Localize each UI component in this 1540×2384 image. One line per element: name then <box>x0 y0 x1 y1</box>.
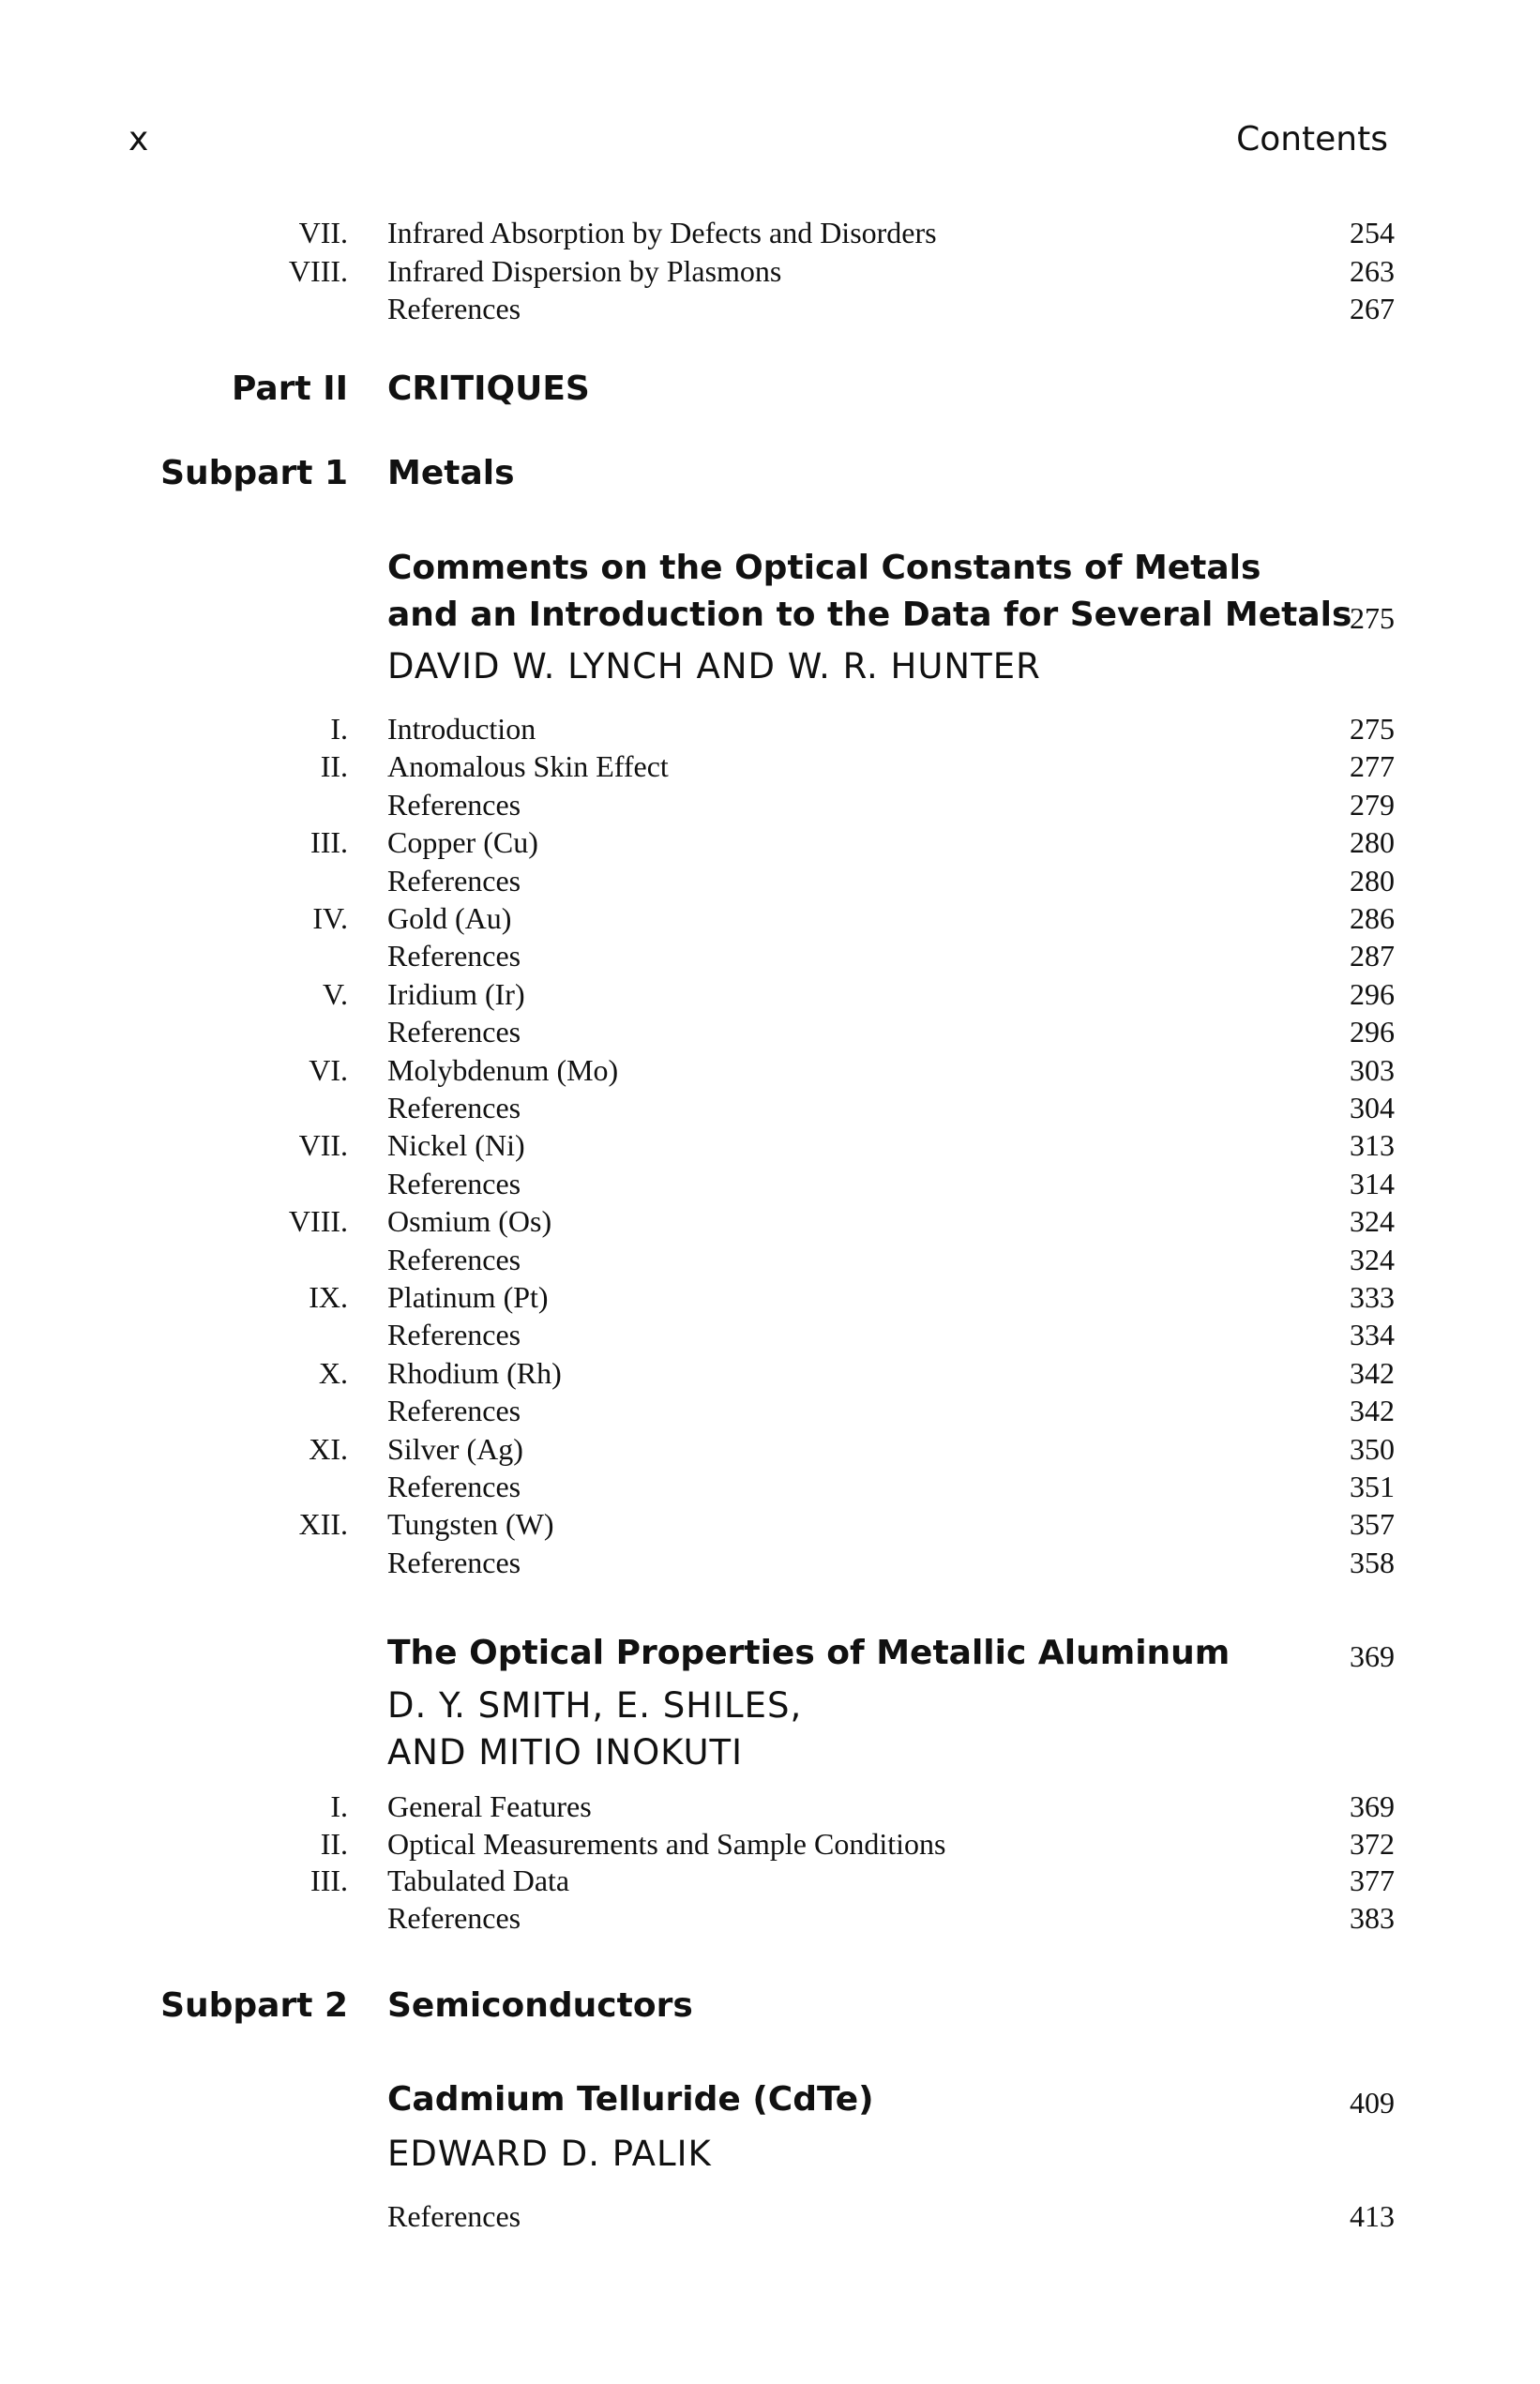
toc-entry <box>0 786 1540 823</box>
entry-title: Infrared Absorption by Defects and Disorders <box>387 216 937 249</box>
entry-page-number: 280 <box>1350 864 1395 898</box>
entry-page-number: 287 <box>1350 939 1395 973</box>
toc-entry <box>0 975 1540 1013</box>
entry-page-number: 313 <box>1350 1128 1395 1162</box>
article-authors: AND MITIO INOKUTI <box>387 1732 744 1773</box>
article-title-line: and an Introduction to the Data for Several Metals <box>387 596 1352 634</box>
part-title: CRITIQUES <box>387 370 590 408</box>
toc-entry <box>0 1089 1540 1126</box>
entry-title: References <box>387 939 521 973</box>
entry-title: Silver (Ag) <box>387 1432 523 1466</box>
article-authors: DAVID W. LYNCH AND W. R. HUNTER <box>387 646 1041 687</box>
toc-entry <box>0 899 1540 937</box>
article-title-line: Comments on the Optical Constants of Metals <box>387 549 1261 587</box>
entry-page-number: 279 <box>1350 788 1395 822</box>
entry-number: IV. <box>312 901 348 935</box>
entry-title: Introduction <box>387 712 536 746</box>
entry-number: III. <box>310 825 348 859</box>
subpart-title: Semiconductors <box>387 1986 693 2025</box>
subpart-number: Subpart 2 <box>160 1986 348 2025</box>
toc-entry <box>0 862 1540 899</box>
entry-title: References <box>387 1243 521 1276</box>
entry-page-number: 324 <box>1350 1204 1395 1238</box>
entry-number: I. <box>330 1789 348 1823</box>
entry-number: XI. <box>309 1432 348 1466</box>
entry-number: IX. <box>309 1280 348 1314</box>
entry-number: I. <box>330 712 348 746</box>
toc-entry <box>0 252 1540 290</box>
entry-page-number: 267 <box>1350 292 1395 325</box>
entry-page-number: 342 <box>1350 1394 1395 1427</box>
toc-entry <box>0 1241 1540 1278</box>
entry-title: Tabulated Data <box>387 1863 570 1897</box>
entry-title: Gold (Au) <box>387 901 512 935</box>
entry-number: II. <box>320 749 348 783</box>
entry-page-number: 296 <box>1350 1015 1395 1049</box>
entry-number: X. <box>318 1356 348 1390</box>
entry-title: References <box>387 2199 521 2233</box>
toc-entry <box>0 710 1540 747</box>
toc-entry <box>0 1165 1540 1202</box>
toc-entry <box>0 214 1540 251</box>
article-title-line: The Optical Properties of Metallic Aluminum <box>387 1634 1230 1672</box>
entry-title: Tungsten (W) <box>387 1507 554 1541</box>
entry-number: II. <box>320 1827 348 1861</box>
toc-entry <box>0 1825 1540 1863</box>
entry-page-number: 314 <box>1350 1167 1395 1200</box>
entry-title: References <box>387 788 521 822</box>
entry-page-number: 275 <box>1350 712 1395 746</box>
toc-entry <box>0 1013 1540 1050</box>
entry-page-number: 304 <box>1350 1091 1395 1124</box>
toc-entry <box>0 1278 1540 1316</box>
entry-page-number: 357 <box>1350 1507 1395 1541</box>
toc-entry <box>0 1899 1540 1937</box>
entry-page-number: 263 <box>1350 254 1395 288</box>
entry-title: References <box>387 1015 521 1049</box>
toc-entry <box>0 1430 1540 1468</box>
entry-title: Iridium (Ir) <box>387 977 525 1011</box>
toc-entry <box>0 1051 1540 1089</box>
entry-title: References <box>387 1470 521 1503</box>
toc-entry <box>0 1202 1540 1240</box>
entry-page-number: 413 <box>1350 2199 1395 2233</box>
entry-title: Anomalous Skin Effect <box>387 749 669 783</box>
entry-title: References <box>387 1318 521 1351</box>
entry-page-number: 324 <box>1350 1243 1395 1276</box>
entry-page-number: 369 <box>1350 1789 1395 1823</box>
entry-number: VI. <box>309 1053 348 1087</box>
running-header: Contents <box>1236 120 1388 158</box>
entry-page-number: 342 <box>1350 1356 1395 1390</box>
entry-title: References <box>387 1394 521 1427</box>
entry-page-number: 286 <box>1350 901 1395 935</box>
entry-title: Platinum (Pt) <box>387 1280 549 1314</box>
article-authors: D. Y. SMITH, E. SHILES, <box>387 1685 803 1726</box>
entry-title: Osmium (Os) <box>387 1204 552 1238</box>
toc-entry <box>0 1126 1540 1164</box>
entry-title: Nickel (Ni) <box>387 1128 525 1162</box>
subpart-title: Metals <box>387 454 515 492</box>
entry-page-number: 277 <box>1350 749 1395 783</box>
article-page-number: 275 <box>1350 601 1395 635</box>
entry-number: III. <box>310 1863 348 1897</box>
entry-title: Rhodium (Rh) <box>387 1356 562 1390</box>
entry-title: References <box>387 292 521 325</box>
entry-page-number: 334 <box>1350 1318 1395 1351</box>
toc-entry <box>0 1354 1540 1392</box>
entry-title: Molybdenum (Mo) <box>387 1053 619 1087</box>
entry-number: VIII. <box>288 1204 348 1238</box>
entry-title: General Features <box>387 1789 592 1823</box>
toc-entry <box>0 937 1540 974</box>
entry-page-number: 358 <box>1350 1546 1395 1579</box>
entry-title: References <box>387 864 521 898</box>
toc-entry <box>0 1316 1540 1353</box>
toc-entry <box>0 747 1540 785</box>
entry-title: References <box>387 1091 521 1124</box>
entry-page-number: 280 <box>1350 825 1395 859</box>
entry-page-number: 377 <box>1350 1863 1395 1897</box>
article-page-number: 409 <box>1350 2086 1395 2120</box>
page-number-roman: x <box>128 120 149 158</box>
subpart-number: Subpart 1 <box>160 454 348 492</box>
entry-page-number: 383 <box>1350 1901 1395 1935</box>
toc-entry <box>0 2197 1540 2235</box>
toc-entry <box>0 1468 1540 1505</box>
entry-title: Infrared Dispersion by Plasmons <box>387 254 782 288</box>
article-authors: EDWARD D. PALIK <box>387 2134 712 2174</box>
entry-number: VII. <box>298 216 348 249</box>
entry-title: References <box>387 1167 521 1200</box>
entry-page-number: 351 <box>1350 1470 1395 1503</box>
article-page-number: 369 <box>1350 1639 1395 1673</box>
toc-entry <box>0 1505 1540 1543</box>
toc-entry <box>0 823 1540 861</box>
part-number: Part II <box>232 370 348 408</box>
entry-title: References <box>387 1901 521 1935</box>
entry-title: Copper (Cu) <box>387 825 538 859</box>
toc-entry <box>0 1788 1540 1825</box>
entry-page-number: 254 <box>1350 216 1395 249</box>
entry-number: XII. <box>298 1507 348 1541</box>
entry-page-number: 350 <box>1350 1432 1395 1466</box>
toc-entry <box>0 290 1540 327</box>
toc-entry <box>0 1862 1540 1899</box>
article-title-line: Cadmium Telluride (CdTe) <box>387 2080 874 2119</box>
entry-number: V. <box>323 977 348 1011</box>
entry-number: VIII. <box>288 254 348 288</box>
entry-title: References <box>387 1546 521 1579</box>
entry-title: Optical Measurements and Sample Conditions <box>387 1827 946 1861</box>
entry-page-number: 333 <box>1350 1280 1395 1314</box>
entry-number: VII. <box>298 1128 348 1162</box>
toc-entry <box>0 1544 1540 1581</box>
entry-page-number: 296 <box>1350 977 1395 1011</box>
entry-page-number: 303 <box>1350 1053 1395 1087</box>
toc-entry <box>0 1392 1540 1429</box>
entry-page-number: 372 <box>1350 1827 1395 1861</box>
